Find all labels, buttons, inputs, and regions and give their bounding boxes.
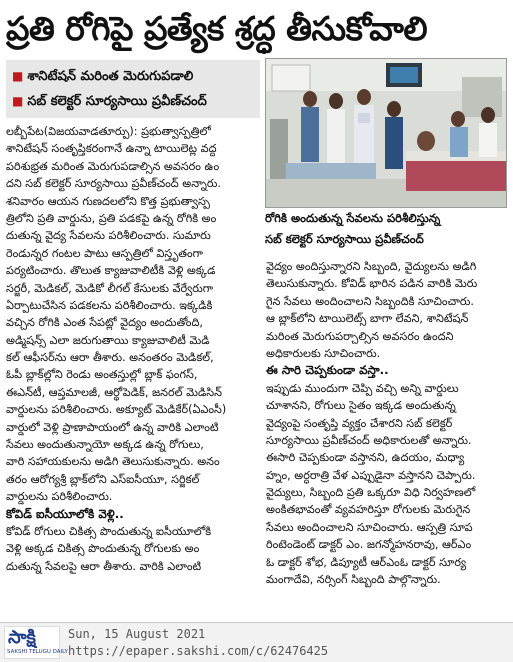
article-line: సర్జరీ, మెడికల్, మెడికో లీగల్ కేసులకు వేర్వేరుగా — [6, 281, 214, 295]
article-line: దుతున్న సేవలపై ఆరా తీశారు. వారికి ఎలాంటి — [6, 559, 202, 573]
article-line: వైద్యులు, సిబ్బంది ప్రతి ఒక్కరూ విధి నిర్వహణలో — [266, 486, 476, 500]
article-line: ఓపీ బ్లాక్‌ల్లోని రెండు అంతస్తుల్లో బ్లాక్ ఫంగస్, — [6, 368, 198, 382]
subheads-box — [6, 60, 260, 118]
article-line: ఏర్పాటుచేసిన పడకలను పరిశీలించారు. ఇక్కడికి — [6, 298, 213, 312]
article-line: పర్యటించారు. తొలుత క్యాజువాలిటీకి వెళ్లి అక్కడ — [6, 264, 216, 278]
article-line: కోవిడ్ రోగులు చికిత్స పొందుతున్న ఐసీయూలోకి — [6, 524, 212, 538]
article-line: వచ్చిన రోగికి ఎంత సేపట్లో వైద్యం అందుతోంది, — [6, 316, 203, 330]
article-line: వార్డులో వెళ్లి ప్రాణాపాయంలో ఉన్న వారికి ఎలాంటి — [6, 420, 219, 434]
article-line: ఈసారి చెప్పకుండా వస్తానని, ఉదయం, మధ్యా — [266, 451, 465, 465]
article-line: శనివారం ఆయన గుణదలలోని కొత్త ప్రభుత్వాస్ప — [6, 194, 210, 208]
article-line: గైన సేవలు అందించాలని సిబ్బందికి సూచించారు. — [266, 294, 474, 308]
article-line: రెండున్నర గంటల పాటు ఆస్పత్రిలో విస్తృతంగా — [6, 246, 203, 260]
article-line: ఈఎన్‌టీ, ఆప్తమాలజీ, ఆర్థోపెడిక్, జనరల్ మెడిసిన్ — [6, 385, 222, 399]
footer-info — [68, 626, 328, 660]
article-line: మరింత మెరుగుపర్చాల్సిన అవసరం ఉందని — [266, 329, 454, 343]
epaper-link[interactable]: https://epaper.sakshi.com/c/62476425 — [68, 644, 329, 658]
article-line: వారి సహాయకులను అడిగి తెలుసుకున్నారు. అనం — [6, 455, 220, 469]
article-line: వైద్యం అందిస్తున్నారని సిబ్బంది, వైద్యులను అడిగి — [266, 260, 477, 273]
article-line: దని సబ్ కలెక్టర్ సూర్యసాయి ప్రవీణ్‌చంద్ అన్నారు. — [6, 177, 221, 191]
article-line: మంగాదేవి, నర్సింగ్ సిబ్బంది పాల్గొన్నారు. — [266, 573, 441, 587]
article-line: దుతున్న వైద్య సేవలను పరిశీలించారు. సుమారు — [6, 229, 211, 243]
article-line: శానిటేషన్ సంతృప్తికరంగానే ఉన్నా టాయిలెట్ల వద్ద — [6, 142, 217, 156]
caption-line: సబ్ కలెక్టర్ సూర్యసాయి ప్రవీణ్‌చంద్ — [265, 232, 424, 246]
publication-date: Sun, 15 August 2021 — [68, 627, 206, 641]
article-column-right — [266, 258, 507, 588]
article-line: వార్డులను పరిశీలించారు. — [6, 490, 113, 504]
article-line: ఇప్పుడు ముందుగా చెప్పి వచ్చి అన్ని వార్డులు — [266, 381, 459, 395]
article-line: వెళ్లి అక్కడ చికిత్స పొందుతున్న రోగులకు అం — [6, 542, 200, 556]
logo-text: సాక్షి — [8, 627, 36, 648]
logo-tagline: SAKSHI TELUGU DAILY — [7, 649, 68, 655]
article-line: కల్ ఆఫీసర్‌ను ఆరా తీశారు. అనంతరం మెడికల్, — [6, 351, 214, 365]
article-line: అంకితభావంతో వ్యవహరిస్తూ రోగులకు మెరుగైన — [266, 503, 471, 517]
photo-caption — [265, 208, 507, 250]
article-line: హ్నం, అర్ధరాత్రి వేళ ఎప్పుడైనా వస్తానని చెప్పారు. — [266, 468, 476, 482]
sakshi-logo[interactable] — [4, 626, 68, 659]
article-line: తరం ఆరోగ్యశ్రీ బ్లాక్‌లోని ఎస్ఐసీయూ, సర్జికల్ — [6, 472, 200, 486]
article-line: లబ్బీపేట(విజయవాడతూర్పు): ప్రభుత్వాస్పత్రిలో — [6, 125, 211, 138]
square-bullet-icon: ■ — [12, 94, 24, 108]
article-line: అడ్మిషన్స్ ఎలా జరుగుతాయి క్యాజువాలిటీ మెడి — [6, 333, 210, 347]
article-line: చూశానని, రోగులు సైతం ఇక్కడ అందుతున్న — [266, 399, 456, 413]
article-column-left — [6, 123, 258, 575]
subhead-text: శానిటేషన్ మరింత మెరుగుపడాలి — [27, 69, 194, 84]
article-line: పరిశుభ్రత మరింత మెరుగుపడాల్సిన అవసరం ఉం — [6, 159, 220, 173]
article-line: ఆ బ్లాక్‌లోని టాయిలెట్స్ బాగా లేవని, శానిటేషన్ — [266, 312, 469, 326]
epaper-footer — [0, 622, 513, 662]
news-photo — [265, 58, 507, 208]
article-line: ఓ డాక్టర్ శోభ, డిప్యూటీ ఆర్ఎంఓ డాక్టర్ సూర్య — [266, 555, 467, 569]
article-line: సేవలు అందించాలని సూచించారు. ఆస్పత్రి సూప — [266, 520, 473, 534]
article-line: వార్డులను పరిశీలించారు. అక్యూట్ మెడికేర్(ఏఎంసీ) — [6, 403, 227, 417]
article-line: అధికారులకు సూచించారు. — [266, 346, 381, 360]
article-subheading: ఈ సారి చెప్పకుండా వస్తా.. — [266, 363, 389, 378]
article-line: త్రిలోని ప్రతి వార్డును, ప్రతి పడకపై ఉన్న రోగికి అం — [6, 211, 217, 225]
subhead-text: సబ్ కలెక్టర్ సూర్యసాయి ప్రవీణ్‌చంద్ — [27, 94, 207, 109]
headline: ప్రతి రోగిపై ప్రత్యేక శ్రద్ధ తీసుకోవాలి — [6, 9, 428, 48]
subhead — [12, 64, 254, 89]
article-line: సేవలు అందుతున్నాయో అక్కడ ఉన్న రోగులు, — [6, 438, 204, 452]
subhead — [12, 89, 254, 114]
article-line: తెలుసుకున్నారు. కోవిడ్ భారిన పడిన వారికి మెరు — [266, 277, 478, 291]
hospital-ward-photo — [266, 59, 507, 208]
caption-line: రోగికి అందుతున్న సేవలను పరిశీలిస్తున్న — [265, 211, 441, 225]
article-line: రింటెండెంట్ డాక్టర్ ఎం. జగన్మోహనరావు, ఆర్ఎం — [266, 538, 472, 552]
article-subheading: కోవిడ్ ఐసీయూలోకి వెళ్లి.. — [6, 506, 124, 521]
article-line: సూర్యసాయి ప్రవీణ్‌చంద్ అధికారులతో అన్నారు. — [266, 433, 472, 447]
article-line: వైద్యంపై సంతృప్తి వ్యక్తం చేశారని సబ్ కలెక్టర్ — [266, 416, 453, 430]
square-bullet-icon: ■ — [12, 69, 24, 83]
